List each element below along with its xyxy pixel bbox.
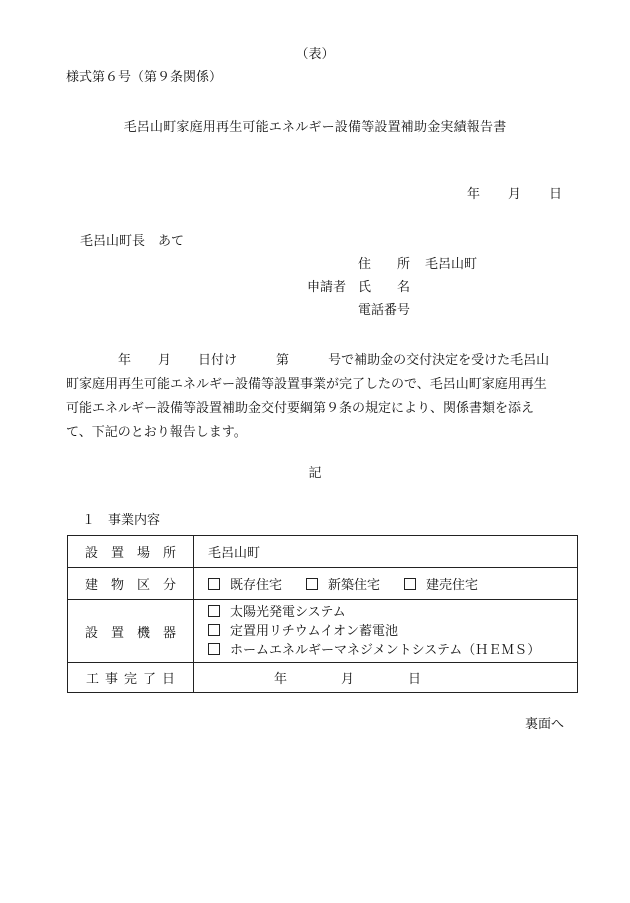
report-body [66,349,566,445]
address-label: 住 所 [358,257,411,272]
table-row-equipment [68,600,578,663]
body-line-3: 可能エネルギー設備等設置補助金交付要綱第９条の規定により、関係書類を添え [66,401,535,416]
business-content-table [67,535,578,693]
option-battery[interactable]: 定置用リチウムイオン蓄電池 [208,622,577,641]
checkbox-icon[interactable] [208,578,220,590]
body-year: 年 [118,353,132,368]
checkbox-icon[interactable] [306,578,318,590]
date-day: 日 [548,187,562,202]
table-row-completion-date [68,663,578,693]
ki-heading: 記 [308,466,322,481]
reverse-side-note: 裏面へ [524,717,564,732]
building-type-label: 建 物 区 分 [68,568,194,600]
date-year: 年 [466,187,480,202]
date-month: 月 [507,187,521,202]
completion-date-value [194,663,578,693]
location-label: 設 置 場 所 [68,536,194,568]
applicant-label: 申請者 [307,280,347,295]
table-row-building-type [68,568,578,600]
completion-month: 月 [341,672,355,687]
checkbox-icon[interactable] [208,624,220,636]
body-day: 日付け [198,353,238,368]
name-label: 氏 名 [358,280,411,295]
completion-year: 年 [274,672,288,687]
option-hems[interactable]: ホームエネルギーマネジメントシステム（ＨＥＭＳ） [208,641,577,660]
body-line-2: 町家庭用再生可能エネルギー設備等設置事業が完了したので、毛呂山町家庭用再生 [66,377,547,392]
addressee: 毛呂山町長 あて [80,234,185,249]
body-month: 月 [158,353,172,368]
form-number: 様式第６号（第９条関係） [66,70,223,85]
body-line-1 [66,349,566,373]
body-line-1-rest: 号で補助金の交付決定を受けた毛呂山 [328,353,550,368]
body-line-4: て、下記のとおり報告します。 [66,425,247,440]
section-heading: １ 事業内容 [82,513,161,528]
tel-label: 電話番号 [358,303,411,318]
checkbox-icon[interactable] [208,643,220,655]
table-row-location [68,536,578,568]
option-existing-house[interactable]: 既存住宅 [208,574,282,593]
address-value: 毛呂山町 [425,257,478,272]
option-new-house[interactable]: 新築住宅 [306,574,380,593]
checkbox-icon[interactable] [208,605,220,617]
completion-day: 日 [408,672,422,687]
option-ready-built-house[interactable]: 建売住宅 [404,574,478,593]
body-dai: 第 [276,353,290,368]
checkbox-icon[interactable] [404,578,416,590]
completion-date-label: 工 事 完 了 日 [68,663,194,693]
building-type-options [194,568,578,600]
report-date [467,187,562,203]
document-title: 毛呂山町家庭用再生可能エネルギー設備等設置補助金実績報告書 [123,120,507,135]
front-side-mark: （表） [295,47,335,62]
equipment-label: 設 置 機 器 [68,600,194,663]
option-solar[interactable]: 太陽光発電システム [208,603,577,622]
location-value: 毛呂山町 [194,536,578,568]
equipment-options [194,600,578,663]
